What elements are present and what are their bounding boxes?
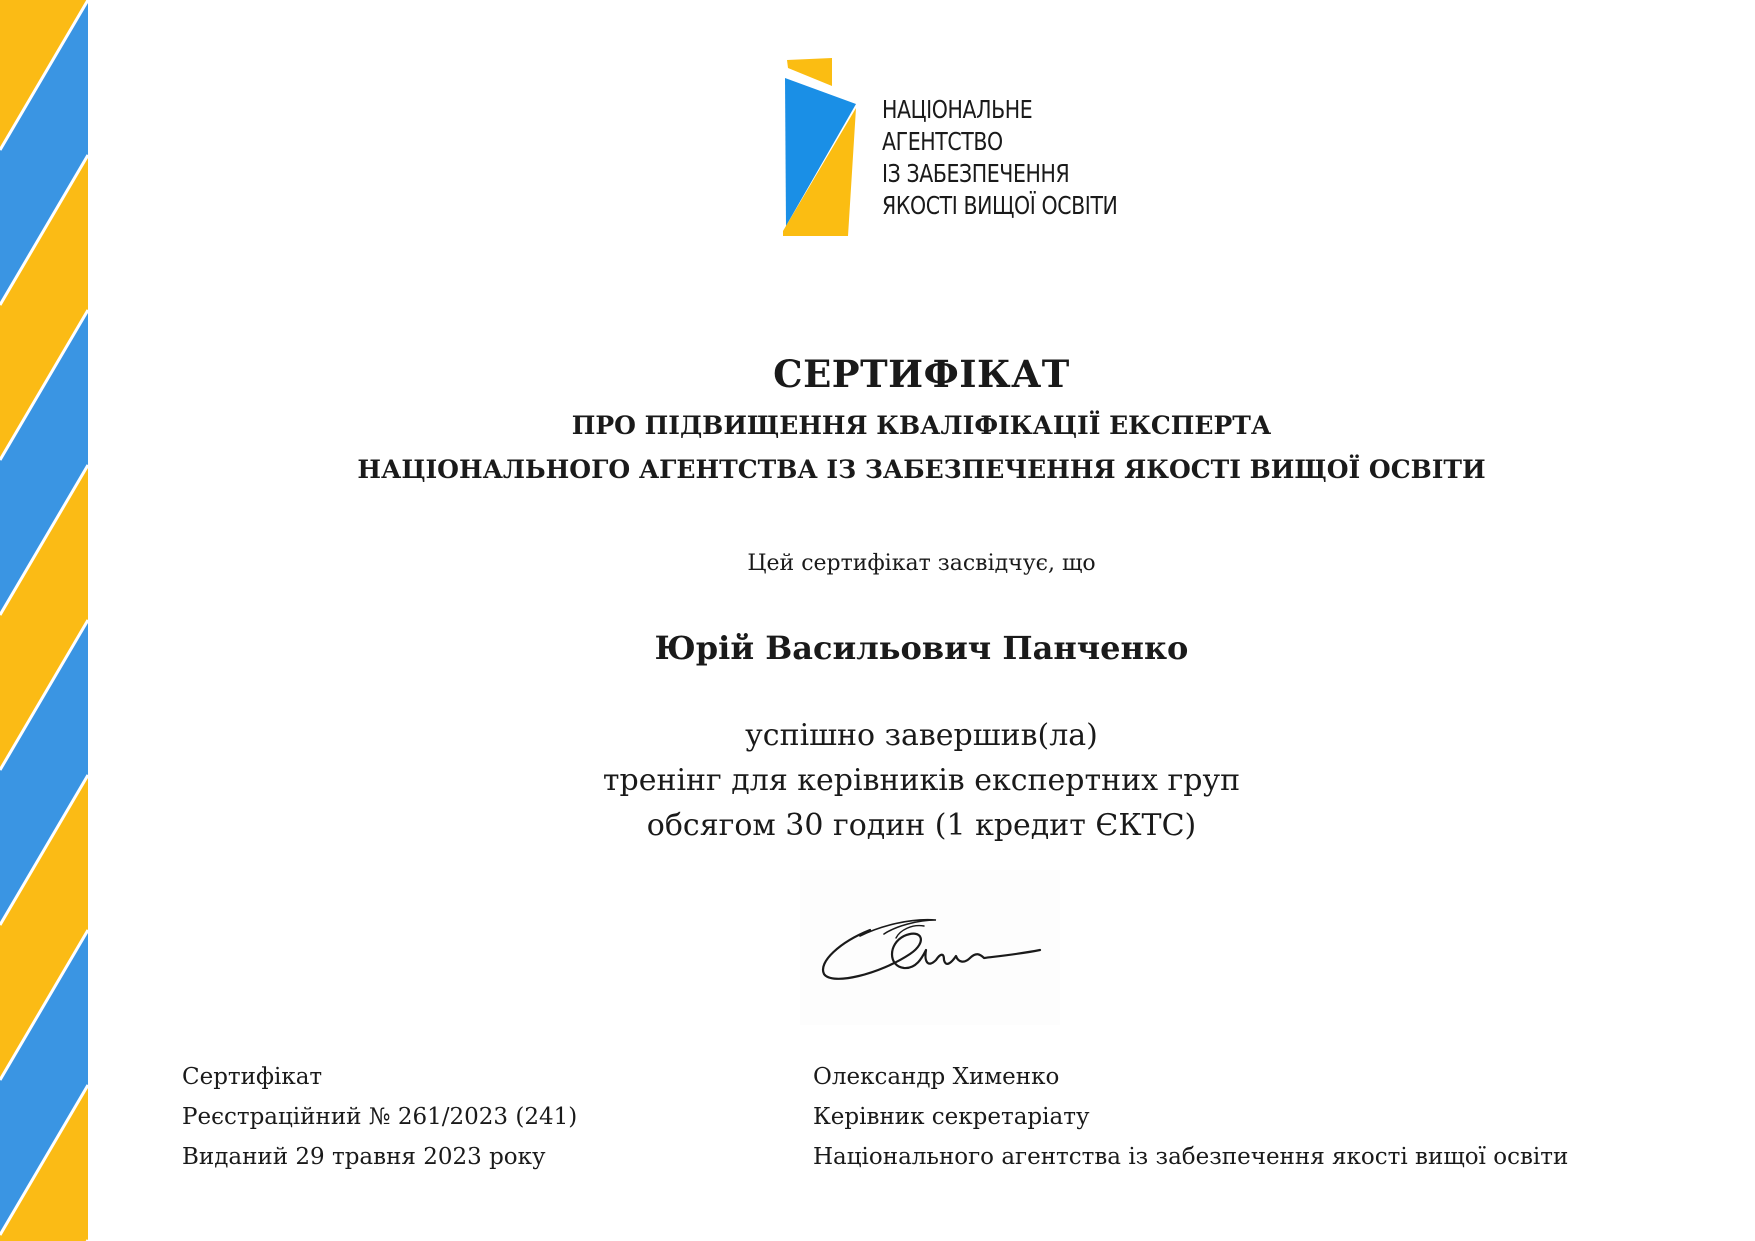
certificate-subtitle-line1: ПРО ПІДВИЩЕННЯ КВАЛІФІКАЦІЇ ЕКСПЕРТА bbox=[571, 411, 1272, 440]
logo-line: НАЦІОНАЛЬНЕ bbox=[882, 95, 1033, 124]
logo-emblem-icon bbox=[780, 56, 860, 241]
issue-date: Виданий 29 травня 2023 року bbox=[182, 1144, 546, 1170]
signature-area bbox=[800, 870, 1060, 1025]
signature-icon bbox=[800, 870, 1060, 1025]
signatory-name: Олександр Хименко bbox=[813, 1064, 1060, 1090]
certificate-intro: Цей сертифікат засвідчує, що bbox=[747, 551, 1096, 576]
training-volume-line: обсягом 30 годин (1 кредит ЄКТС) bbox=[646, 808, 1197, 843]
logo-line: АГЕНТСТВО bbox=[882, 127, 1003, 156]
certificate-title: СЕРТИФІКАТ bbox=[773, 352, 1070, 396]
signatory-position: Керівник секретаріату bbox=[813, 1104, 1090, 1130]
agency-logo bbox=[780, 56, 1140, 241]
logo-wordmark bbox=[882, 94, 1117, 222]
logo-line: ІЗ ЗАБЕЗПЕЧЕННЯ bbox=[882, 159, 1070, 188]
recipient-name: Юрій Васильович Панченко bbox=[654, 629, 1189, 667]
registration-number: Реєстраційний № 261/2023 (241) bbox=[182, 1104, 578, 1130]
logo-line: ЯКОСТІ ВИЩОЇ ОСВІТИ bbox=[882, 191, 1118, 220]
registration-label: Сертифікат bbox=[182, 1064, 323, 1090]
signatory-organization: Національного агентства із забезпечення якості вищої освіти bbox=[813, 1144, 1569, 1170]
signatory-block bbox=[813, 1057, 1568, 1177]
completion-line: успішно завершив(ла) bbox=[745, 718, 1098, 753]
certificate-registration-block bbox=[182, 1057, 577, 1177]
certificate-subtitle-line2: НАЦІОНАЛЬНОГО АГЕНТСТВА ІЗ ЗАБЕЗПЕЧЕННЯ ЯКОСТІ ВИЩОЇ ОСВІТИ bbox=[357, 455, 1486, 484]
decorative-stripe-border bbox=[0, 0, 88, 1241]
training-name-line: тренінг для керівників експертних груп bbox=[602, 763, 1241, 798]
